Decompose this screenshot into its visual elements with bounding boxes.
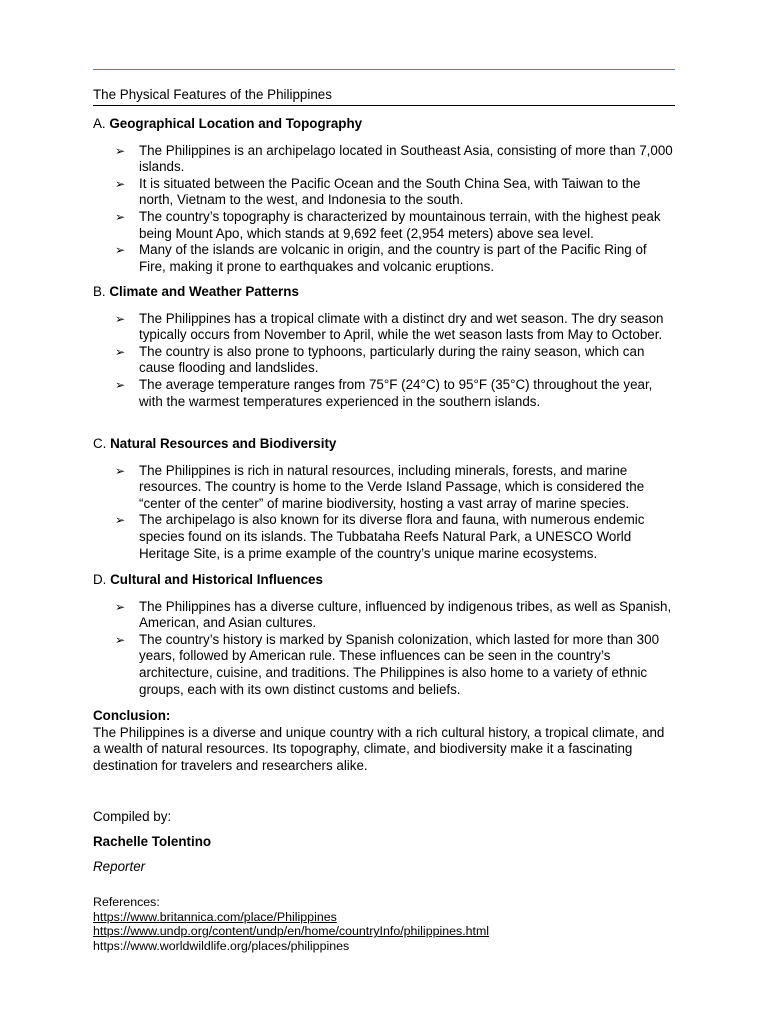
section-letter: B. [93,284,106,299]
section-heading [93,284,675,301]
reference-link[interactable]: https://www.worldwildlife.org/places/philippines [93,938,350,953]
bullet-text: It is situated between the Pacific Ocean and the South China Sea, with Taiwan to the north, Vietnam to the west, and Indonesia to the south. [139,175,641,208]
bullet-list [93,143,675,276]
section-title: Cultural and Historical Influences [110,572,323,587]
references [93,895,489,953]
bullet-text: Many of the islands are volcanic in origin, and the country is part of the Pacific Ring of Fire, making it prone to earthquakes and volcanic eruptions. [139,242,647,274]
arrow-bullet-icon: ➢ [115,176,126,191]
author-role: Reporter [93,859,146,874]
section-heading [93,436,675,453]
arrow-bullet-icon: ➢ [115,243,126,258]
section-c [93,436,675,562]
section-d [93,572,675,698]
section-letter: C. [93,436,107,451]
list-item [93,176,675,209]
section-a [93,116,675,275]
list-item [93,377,675,410]
conclusion-label: Conclusion: [93,708,171,723]
reference-link[interactable]: https://www.britannica.com/place/Philippines [93,909,337,924]
author-name: Rachelle Tolentino [93,834,212,849]
list-item [93,463,675,513]
bullet-text: The Philippines has a tropical climate with a distinct dry and wet season. The dry season typically occurs from November to April, while the wet season lasts from May to October. [139,310,664,343]
references-label: References: [93,895,160,909]
bullet-text: The Philippines is rich in natural resources, including minerals, forests, and marine resources. The country is home to the Verde Island Passage, which is considered the “center of the center” of marine biodiversity, hosting a vast array of marine species. [139,462,645,511]
arrow-bullet-icon: ➢ [115,632,126,647]
arrow-bullet-icon: ➢ [115,143,126,158]
bullet-text: The Philippines is an archipelago located in Southeast Asia, consisting of more than 7,000 islands. [139,142,673,175]
arrow-bullet-icon: ➢ [115,599,126,614]
arrow-bullet-icon: ➢ [115,513,126,528]
bullet-list [93,599,675,699]
reference-link[interactable]: https://www.undp.org/content/undp/en/home/countryInfo/philippines.html [93,924,490,939]
conclusion-text: The Philippines is a diverse and unique country with a rich cultural history, a tropical climate, and a wealth of natural resources. Its topography, climate, and biodiversity make it a fascinating destination for travelers and researchers alike. [93,724,665,773]
arrow-bullet-icon: ➢ [115,377,126,392]
section-title: Natural Resources and Biodiversity [110,436,337,451]
arrow-bullet-icon: ➢ [115,209,126,224]
header-rule [93,69,675,70]
bullet-text: The average temperature ranges from 75°F (24°C) to 95°F (35°C) throughout the year, with the warmest temperatures experienced in the southern islands. [139,376,653,409]
bullet-text: The country is also prone to typhoons, particularly during the rainy season, which can cause flooding and landslides. [139,343,645,376]
bullet-text: The country’s topography is characterized by mountainous terrain, with the highest peak being Mount Apo, which stands at 9,692 feet (2,954 meters) above sea level. [139,208,661,241]
arrow-bullet-icon: ➢ [115,311,126,326]
bullet-list [93,463,675,563]
list-item [93,632,675,698]
list-item [93,143,675,176]
bullet-text: The archipelago is also known for its diverse flora and fauna, with numerous endemic species found on its islands. The Tubbataha Reefs Natural Park, a UNESCO World Heritage Site, is a prime example of the country’s unique marine ecosystems. [139,512,645,561]
list-item [93,512,675,562]
list-item [93,599,675,632]
bullet-list [93,311,675,411]
conclusion [93,708,675,774]
list-item [93,311,675,344]
bullet-text: The Philippines has a diverse culture, influenced by indigenous tribes, as well as Spanish, American, and Asian cultures. [139,598,672,631]
list-item [93,209,675,242]
section-letter: D. [93,572,107,587]
section-title: Climate and Weather Patterns [109,284,299,299]
section-heading [93,572,675,589]
compiled-by-label: Compiled by: [93,809,172,824]
list-item [93,242,675,275]
section-title: Geographical Location and Topography [109,116,363,131]
document-title: The Physical Features of the Philippines [93,87,675,106]
bullet-text: The country’s history is marked by Spanish colonization, which lasted for more than 300 years, followed by American rule. These influences can be seen in the country’s architecture, cuisine, and traditions. The Philippines is also home to a variety of ethnic groups, each with its own distinct customs and beliefs. [139,631,660,697]
section-letter: A. [93,116,106,131]
section-b [93,284,675,410]
arrow-bullet-icon: ➢ [115,463,126,478]
list-item [93,344,675,377]
arrow-bullet-icon: ➢ [115,344,126,359]
section-heading [93,116,675,133]
